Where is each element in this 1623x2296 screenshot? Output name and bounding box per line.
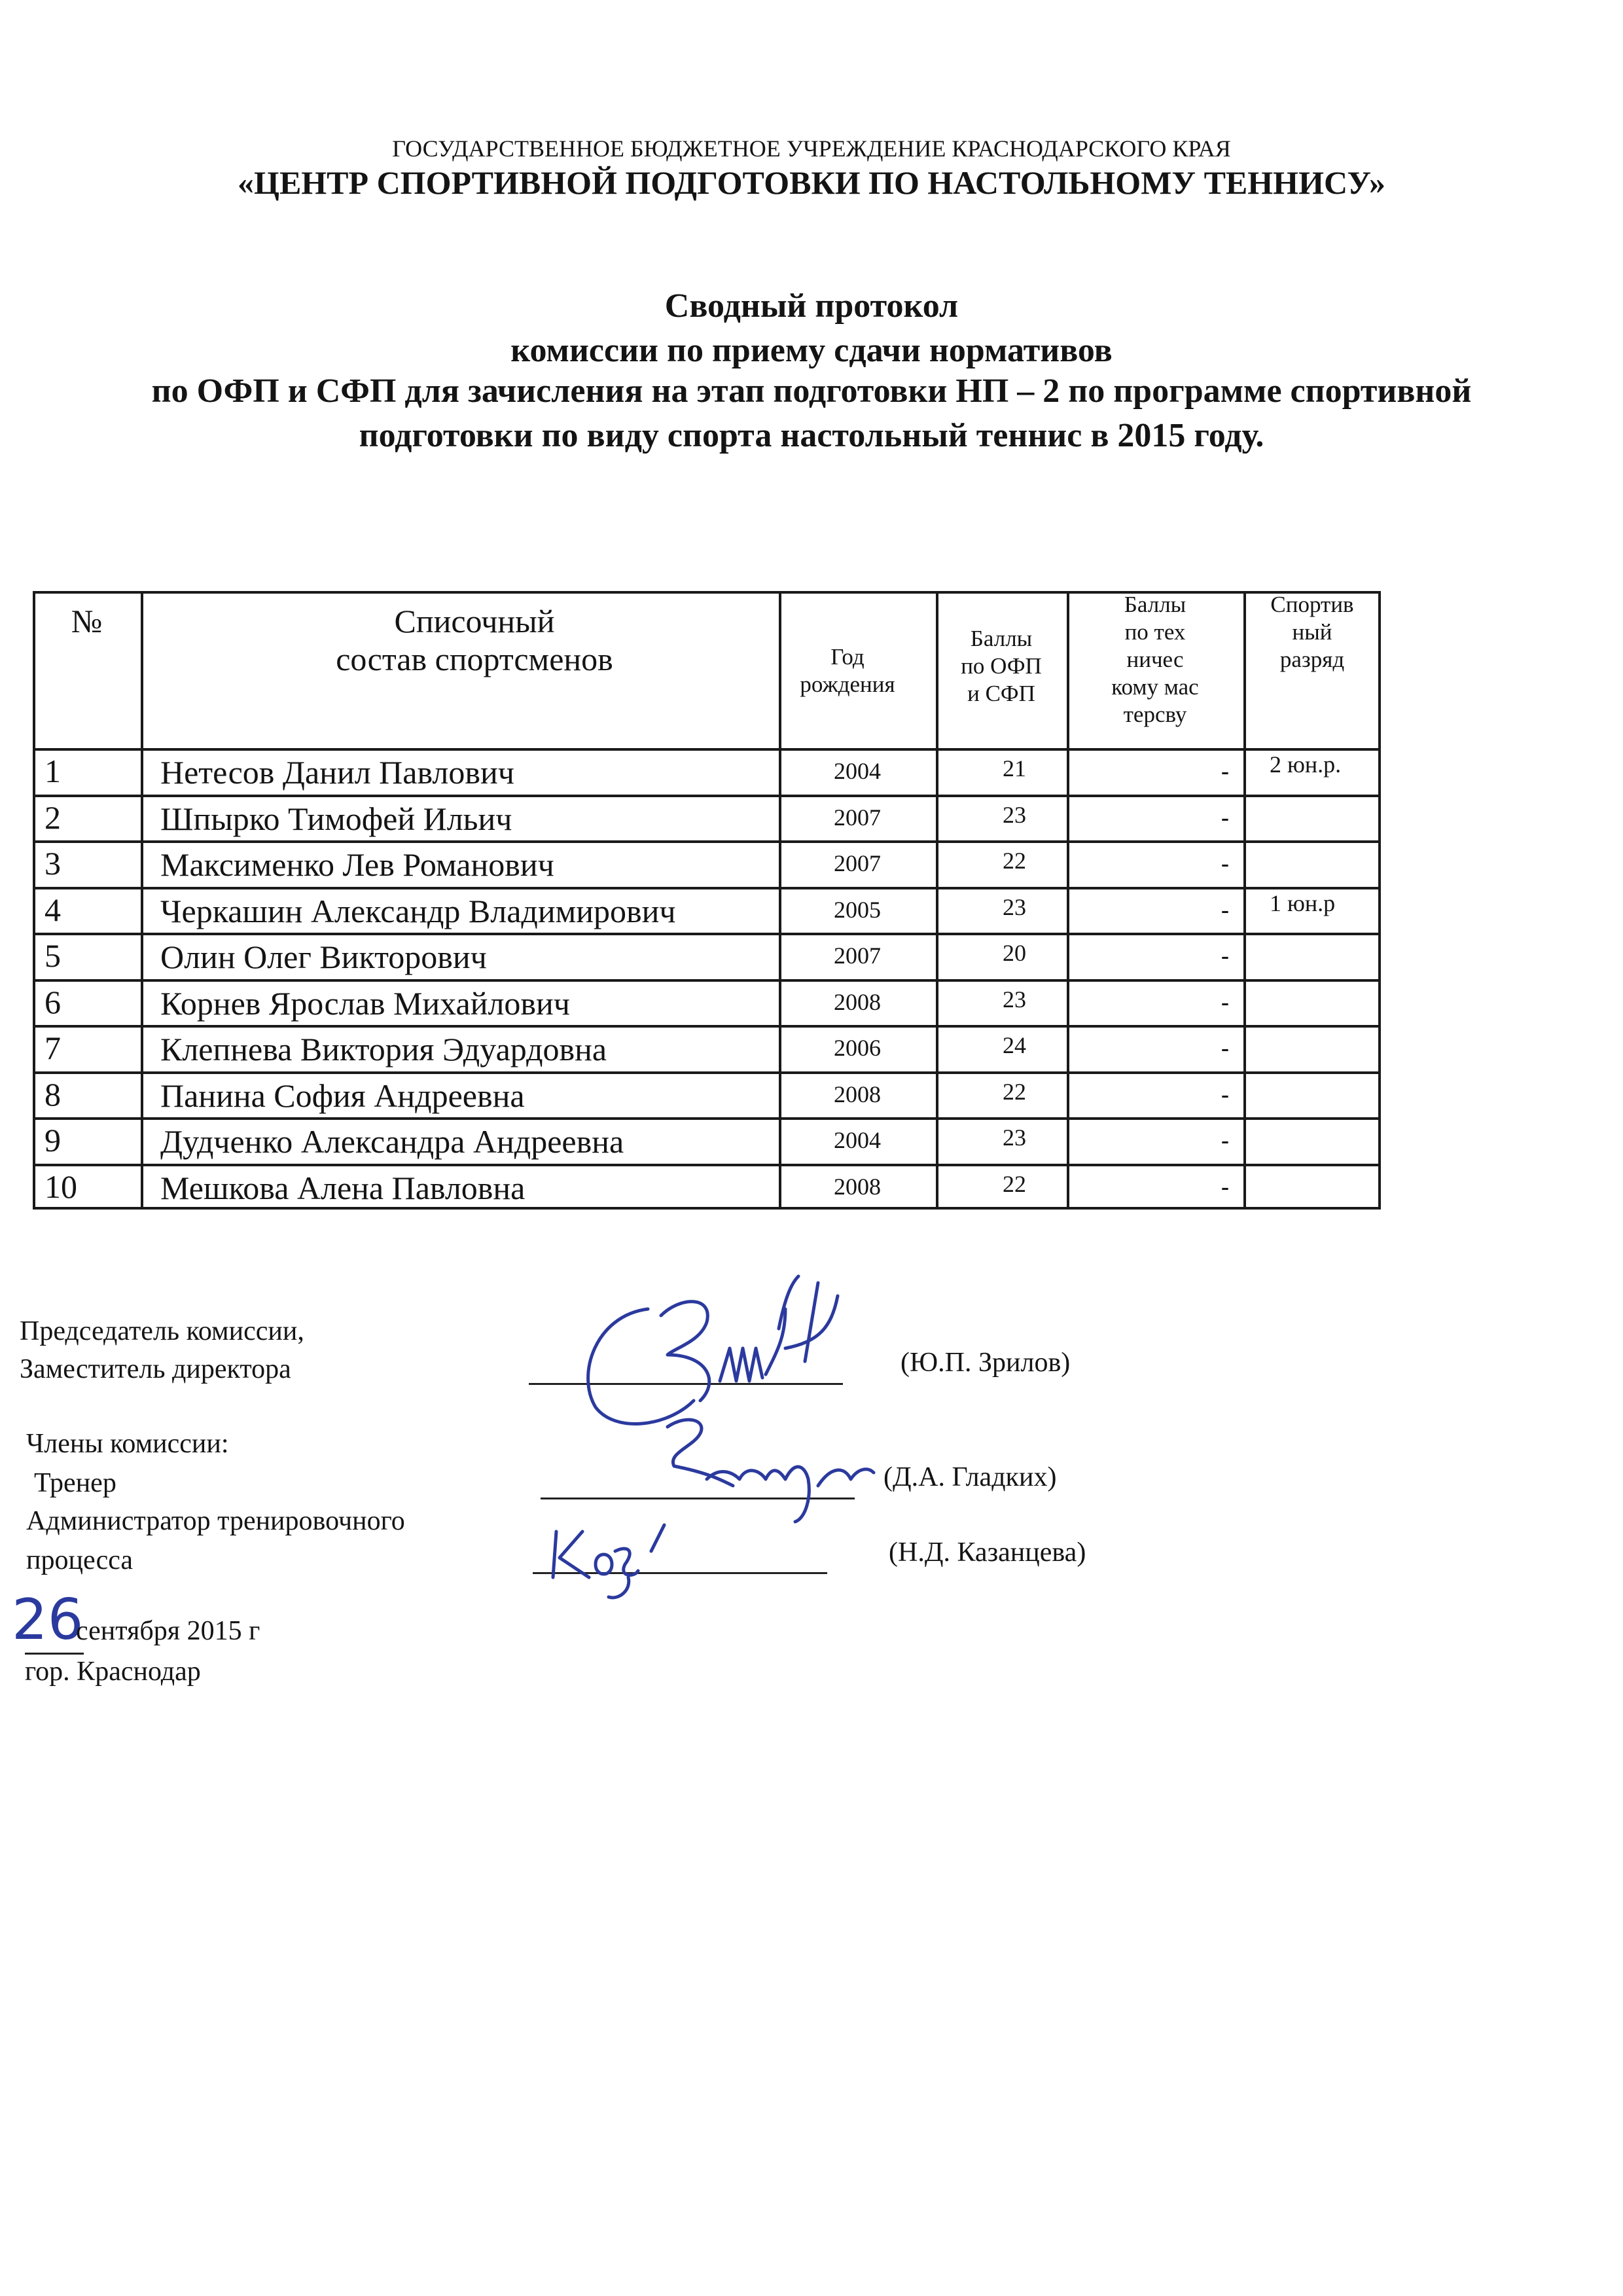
row-number: 7 (45, 1030, 61, 1066)
header-tech-line3: ничес (1126, 647, 1184, 672)
birth-year: 2007 (834, 850, 881, 876)
ofp-score: 23 (1003, 986, 1026, 1013)
ofp-score: 22 (1003, 1078, 1026, 1105)
document-subtitle-line2: по ОФП и СФП для зачисления на этап подготовки НП – 2 по программе спортивной (151, 372, 1472, 410)
header-rank-line2: ный (1292, 619, 1332, 645)
birth-year: 2004 (834, 1127, 881, 1153)
chair-title-line2: Заместитель директора (20, 1354, 291, 1384)
athlete-name: Панина София Андреевна (160, 1077, 525, 1114)
ofp-score: 22 (1003, 1170, 1026, 1197)
header-athletes-line1: Списочный (394, 603, 555, 639)
date-day-handwritten: 26 (12, 1587, 84, 1653)
tech-score: - (1221, 758, 1229, 784)
tech-score: - (1221, 1081, 1229, 1107)
header-birth-year-line2: рождения (800, 672, 895, 697)
ofp-score: 23 (1003, 801, 1026, 828)
header-number: № (71, 603, 103, 639)
row-number: 2 (45, 798, 61, 836)
admin-label-line2: процесса (26, 1545, 134, 1575)
document-title: Сводный протокол (664, 287, 959, 325)
ofp-score: 24 (1003, 1032, 1026, 1058)
tech-score: - (1221, 988, 1229, 1015)
table-hline (33, 1117, 1381, 1120)
ofp-score: 23 (1003, 893, 1026, 920)
date-rest: сентября 2015 г (76, 1616, 260, 1646)
table-hline (33, 1025, 1381, 1028)
header-ofp-line3: и СФП (967, 681, 1035, 706)
ofp-score: 22 (1003, 848, 1026, 874)
tech-score: - (1221, 1173, 1229, 1200)
row-number: 4 (45, 891, 61, 928)
birth-year: 2008 (834, 1081, 881, 1107)
row-number: 9 (45, 1122, 61, 1158)
results-table (33, 591, 1381, 1210)
tech-score: - (1221, 896, 1229, 923)
header-rank-line1: Спортив (1270, 592, 1354, 617)
header-ofp-score (936, 625, 1067, 708)
table-hline (33, 1207, 1381, 1210)
header-athletes-line2: состав спортсменов (336, 640, 613, 677)
table-hline (33, 840, 1381, 843)
trainer-name: (Д.А. Гладких) (883, 1462, 1057, 1492)
row-number: 5 (45, 937, 61, 974)
header-tech-line2: по тех (1124, 619, 1186, 645)
ofp-score: 23 (1003, 1124, 1026, 1151)
header-ofp-line1: Баллы (970, 626, 1033, 651)
header-rank-line3: разряд (1279, 647, 1345, 672)
table-hline (33, 887, 1381, 889)
row-number: 10 (45, 1168, 77, 1205)
athlete-name: Дудченко Александра Андреевна (160, 1123, 624, 1160)
header-birth-year-line1: Год (830, 644, 865, 670)
tech-score: - (1221, 942, 1229, 969)
header-birth-year (779, 643, 916, 698)
organization-type: ГОСУДАРСТВЕННОЕ БЮДЖЕТНОЕ УЧРЕЖДЕНИЕ КРАСНОДАРСКОГО КРАЯ (392, 135, 1231, 162)
table-hline (33, 979, 1381, 982)
birth-year: 2008 (834, 1173, 881, 1200)
header-tech-score (1067, 591, 1243, 728)
header-tech-line5: терсву (1123, 702, 1187, 727)
admin-name: (Н.Д. Казанцева) (889, 1537, 1086, 1568)
trainer-label: Тренер (34, 1468, 116, 1498)
header-tech-line4: кому мас (1111, 674, 1199, 700)
chair-title-line1: Председатель комиссии, (20, 1316, 304, 1346)
birth-year: 2006 (834, 1035, 881, 1061)
row-number: 8 (45, 1075, 61, 1113)
document-subtitle-line3: подготовки по виду спорта настольный теннис в 2015 году. (359, 417, 1264, 454)
admin-label-line1: Администратор тренировочного (26, 1506, 405, 1536)
tech-score: - (1221, 1127, 1229, 1153)
row-number: 3 (45, 845, 61, 882)
athlete-name: Корнев Ярослав Михайлович (160, 984, 570, 1022)
header-ofp-line2: по ОФП (961, 653, 1042, 679)
organization-name: «ЦЕНТР СПОРТИВНОЙ ПОДГОТОВКИ ПО НАСТОЛЬНОМУ ТЕННИСУ» (238, 164, 1385, 201)
athlete-name: Максименко Лев Романович (160, 846, 554, 883)
athlete-name: Черкашин Александр Владимирович (160, 892, 676, 929)
tech-score: - (1221, 804, 1229, 831)
birth-year: 2005 (834, 896, 881, 923)
athlete-name: Клепнева Виктория Эдуардовна (160, 1031, 607, 1067)
sport-rank: 1 юн.р (1270, 889, 1336, 916)
tech-score: - (1221, 1035, 1229, 1061)
ofp-score: 21 (1003, 755, 1026, 781)
tech-score: - (1221, 850, 1229, 876)
header-athletes (141, 603, 808, 678)
athlete-name: Нетесов Данил Павлович (160, 754, 514, 791)
header-tech-line1: Баллы (1124, 592, 1186, 617)
document-subtitle-line1: комиссии по приему сдачи нормативов (510, 332, 1113, 369)
row-number: 6 (45, 983, 61, 1020)
table-hline (33, 1164, 1381, 1166)
ofp-score: 20 (1003, 940, 1026, 966)
athlete-name: Шпырко Тимофей Ильич (160, 800, 512, 837)
birth-year: 2004 (834, 758, 881, 784)
birth-year: 2008 (834, 988, 881, 1015)
sport-rank: 2 юн.р. (1270, 751, 1342, 778)
chair-name: (Ю.П. Зрилов) (901, 1348, 1071, 1378)
city: гор. Краснодар (25, 1657, 201, 1687)
table-hline (33, 748, 1381, 751)
members-label: Члены комиссии: (26, 1429, 229, 1459)
row-number: 1 (45, 753, 61, 789)
athlete-name: Мешкова Алена Павловна (160, 1169, 526, 1206)
table-hline (33, 933, 1381, 935)
date-day-underline (25, 1653, 84, 1655)
table-hline (33, 1071, 1381, 1074)
header-sport-rank (1243, 591, 1381, 673)
admin-signature (537, 1505, 694, 1604)
birth-year: 2007 (834, 804, 881, 831)
birth-year: 2007 (834, 942, 881, 969)
athlete-name: Олин Олег Викторович (160, 939, 487, 975)
table-hline (33, 795, 1381, 797)
